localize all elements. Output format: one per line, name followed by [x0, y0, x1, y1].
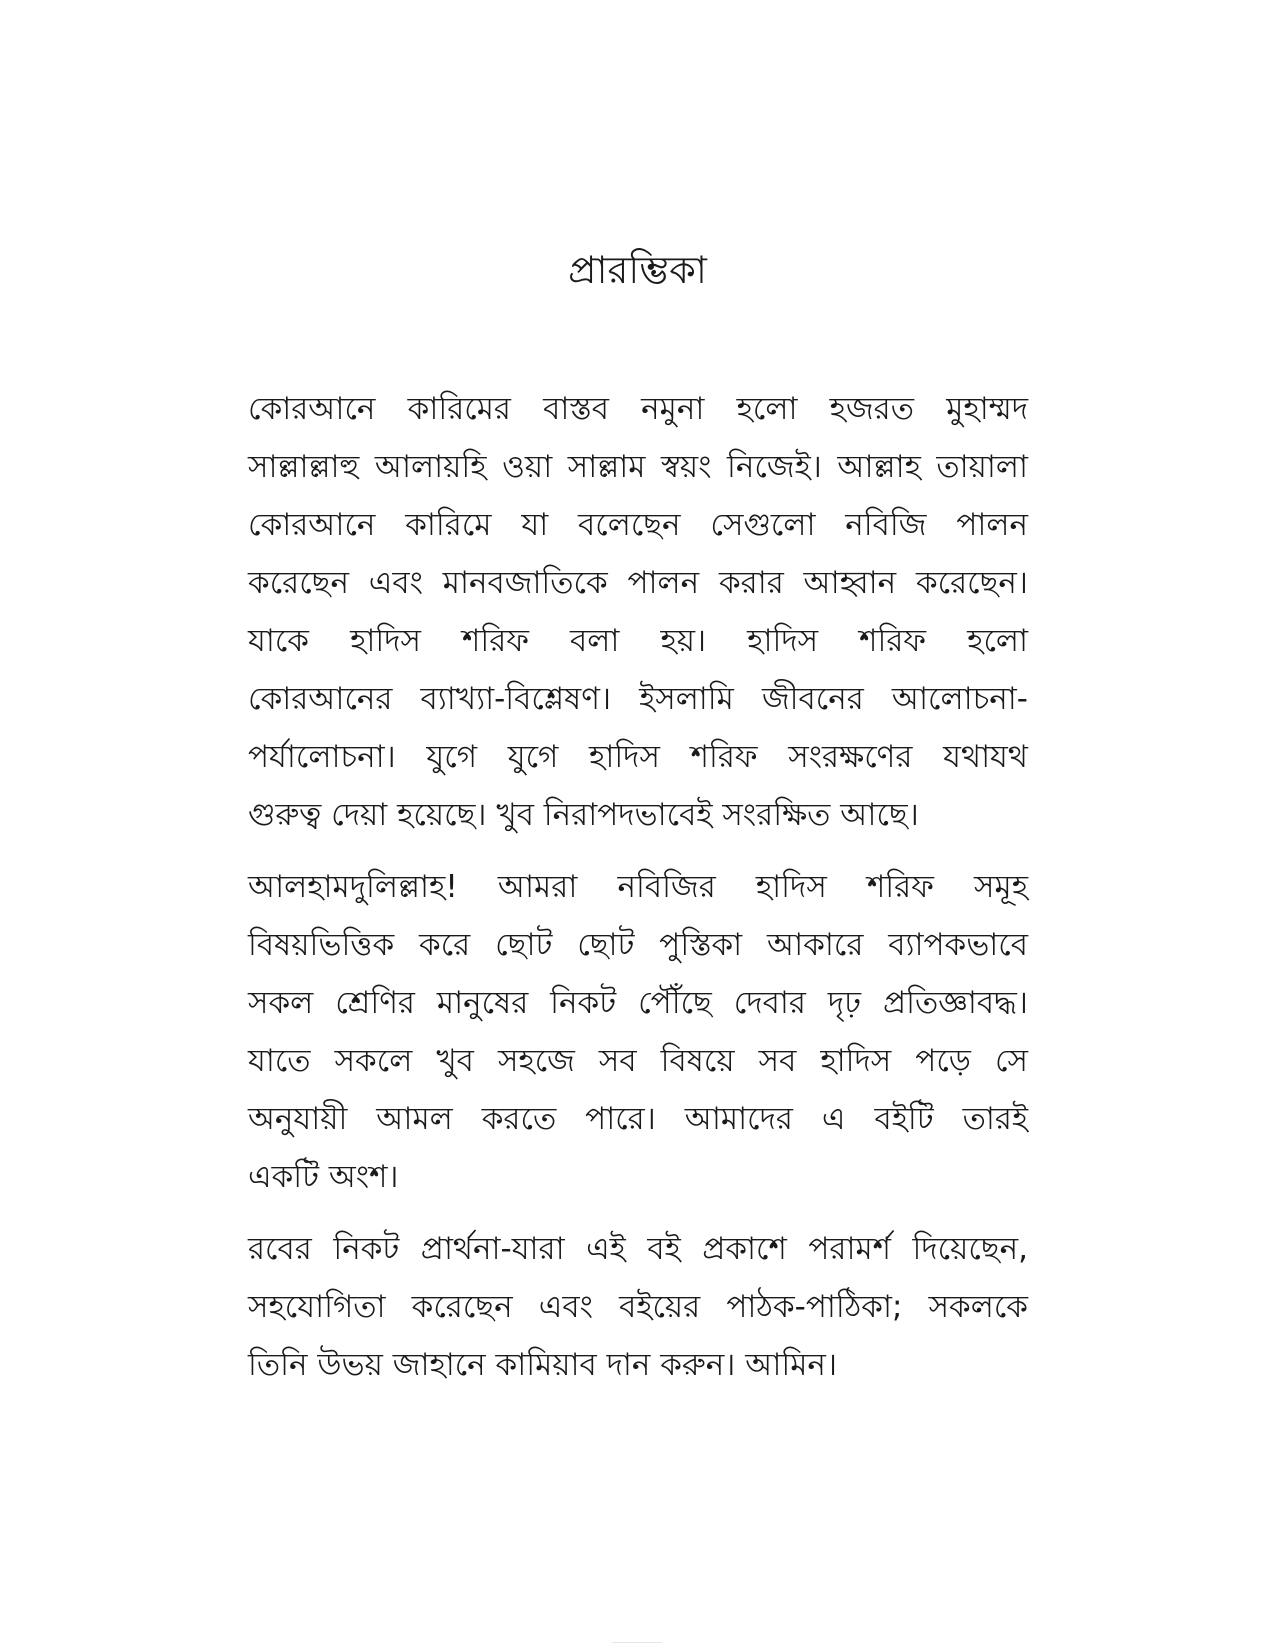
text-line: কোরআনে কারিমে যা বলেছেন সেগুলো নবিজি পালন — [248, 507, 1028, 543]
text-line: যাকে হাদিস শরিফ বলা হয়। হাদিস শরিফ হলো — [248, 623, 1028, 659]
text-line: গুরুত্ব দেয়া হয়েছে। খুব নিরাপদভাবেই সংরক্ষিত আছে। — [248, 797, 919, 833]
text-line: করেছেন এবং মানবজাতিকে পালন করার আহ্বান করেছেন। — [248, 565, 1028, 601]
text-line: রবের নিকট প্রার্থনা-যারা এই বই প্রকাশে পরামর্শ দিয়েছেন, — [248, 1231, 1028, 1267]
text-line: আলহামদুলিল্লাহ! আমরা নবিজির হাদিস শরিফ সমূহ — [248, 869, 1028, 905]
text-line: কোরআনে কারিমের বাস্তব নমুনা হলো হজরত মুহাম্মদ — [248, 391, 1028, 427]
text-line: বিষয়ভিত্তিক করে ছোট ছোট পুস্তিকা আকারে ব্যাপকভাবে — [248, 927, 1028, 963]
text-line: অনুযায়ী আমল করতে পারে। আমাদের এ বইটি তারই — [248, 1101, 1028, 1137]
paragraph-3 — [248, 1220, 1028, 1394]
text-line: পর্যালোচনা। যুগে যুগে হাদিস শরিফ সংরক্ষণের যথাযথ — [248, 739, 1028, 775]
text-line: সকল শ্রেণির মানুষের নিকট পৌঁছে দেবার দৃঢ় প্রতিজ্ঞাবদ্ধ। — [248, 985, 1028, 1021]
text-line: যাতে সকলে খুব সহজে সব বিষয়ে সব হাদিস পড়ে সে — [248, 1043, 1028, 1079]
text-line: তিনি উভয় জাহানে কামিয়াব দান করুন। আমিন। — [248, 1347, 838, 1383]
page-footer-rule — [612, 1642, 662, 1643]
page-title: প্রারম্ভিকা — [568, 248, 707, 292]
text-line: একটি অংশ। — [248, 1159, 399, 1195]
text-line: সহযোগিতা করেছেন এবং বইয়ের পাঠক-পাঠিকা; সকলকে — [248, 1289, 1028, 1325]
body-text — [248, 380, 1028, 1408]
text-line: সাল্লাল্লাহু আলায়হি ওয়া সাল্লাম স্বয়ং নিজেই। আল্লাহ তায়ালা — [248, 449, 1028, 485]
paragraph-2 — [248, 858, 1028, 1206]
paragraph-1 — [248, 380, 1028, 844]
text-line: কোরআনের ব্যাখ্যা-বিশ্লেষণ। ইসলামি জীবনের আলোচনা- — [248, 681, 1028, 717]
